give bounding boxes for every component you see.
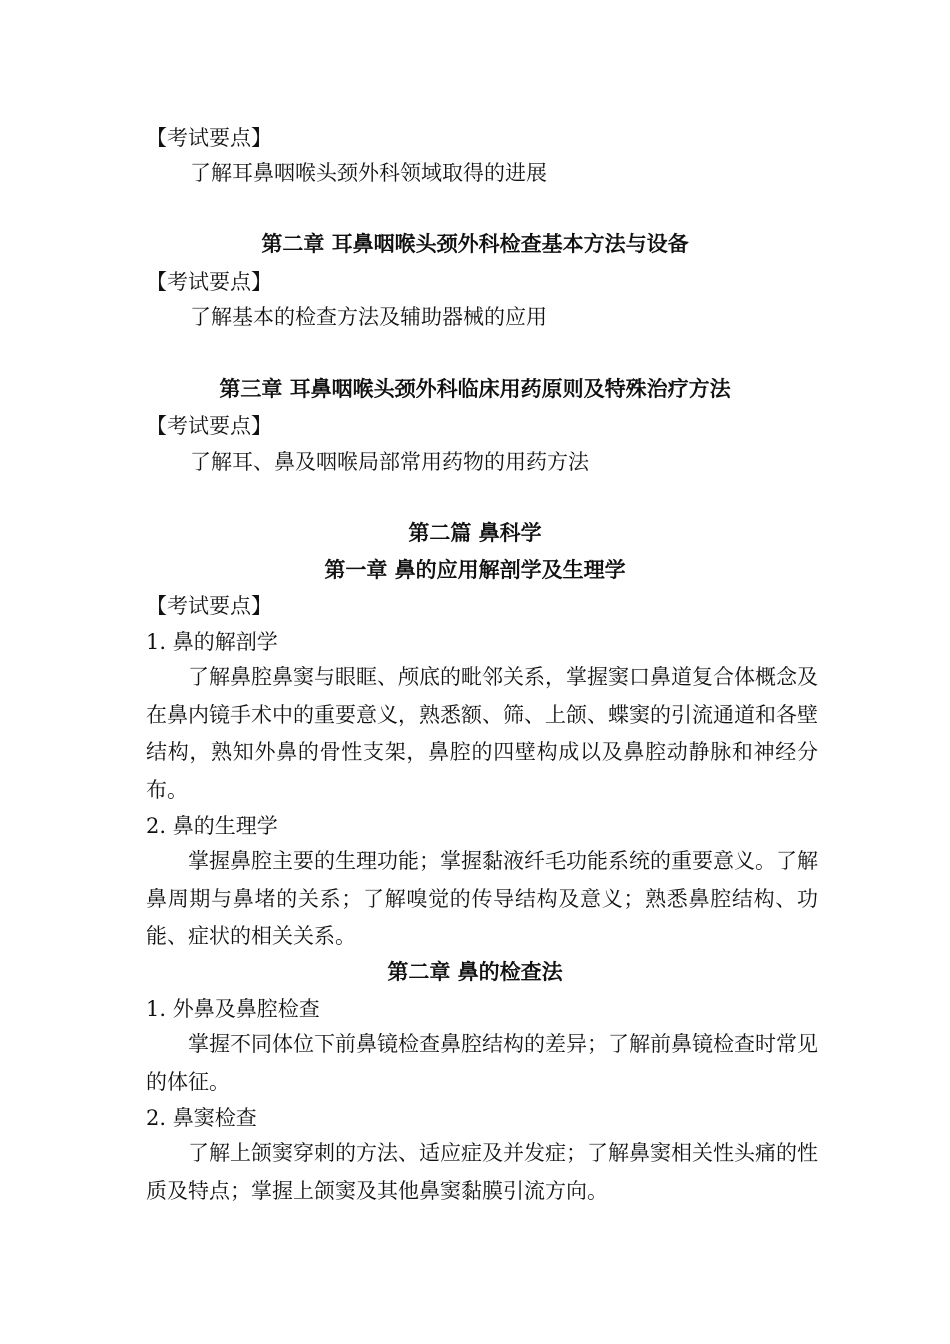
chapter-title: 第二章 鼻的检查法 (387, 959, 563, 984)
chapter-title: 第三章 耳鼻咽喉头颈外科临床用药原则及特殊治疗方法 (219, 376, 731, 401)
paragraph: 掌握不同体位下前鼻镜检查鼻腔结构的差异；了解前鼻镜检查时常见的体征。 (146, 1032, 818, 1094)
section-heading: 1. 鼻的解剖学 (146, 630, 278, 654)
exam-points-heading: 【考试要点】 (146, 270, 272, 294)
paragraph: 了解鼻腔鼻窦与眼眶、颅底的毗邻关系，掌握窦口鼻道复合体概念及在鼻内镜手术中的重要意义，熟悉额、筛、上颌、蝶窦的引流通道和各壁结构，熟知外鼻的骨性支架，鼻腔的四壁构成以及鼻腔动静脉和神经分布。 (146, 665, 818, 802)
section-heading: 1. 外鼻及鼻腔检查 (146, 997, 320, 1021)
text-line: 了解基本的检查方法及辅助器械的应用 (190, 305, 547, 329)
exam-points-heading: 【考试要点】 (146, 126, 272, 150)
section-heading: 2. 鼻窦检查 (146, 1106, 257, 1130)
paragraph: 了解上颌窦穿刺的方法、适应症及并发症；了解鼻窦相关性头痛的性质及特点；掌握上颌窦及其他鼻窦黏膜引流方向。 (146, 1141, 818, 1203)
exam-points-heading: 【考试要点】 (146, 414, 272, 438)
exam-points-heading: 【考试要点】 (146, 594, 272, 618)
chapter-title: 第一章 鼻的应用解剖学及生理学 (324, 557, 626, 582)
text-line: 了解耳、鼻及咽喉局部常用药物的用药方法 (190, 450, 589, 474)
section-heading: 2. 鼻的生理学 (146, 814, 278, 838)
paragraph: 掌握鼻腔主要的生理功能；掌握黏液纤毛功能系统的重要意义。了解鼻周期与鼻堵的关系；了解嗅觉的传导结构及意义；熟悉鼻腔结构、功能、症状的相关关系。 (146, 849, 818, 948)
text-line: 了解耳鼻咽喉头颈外科领域取得的进展 (190, 161, 547, 185)
chapter-title: 第二章 耳鼻咽喉头颈外科检查基本方法与设备 (261, 231, 689, 256)
part-title: 第二篇 鼻科学 (408, 520, 542, 545)
